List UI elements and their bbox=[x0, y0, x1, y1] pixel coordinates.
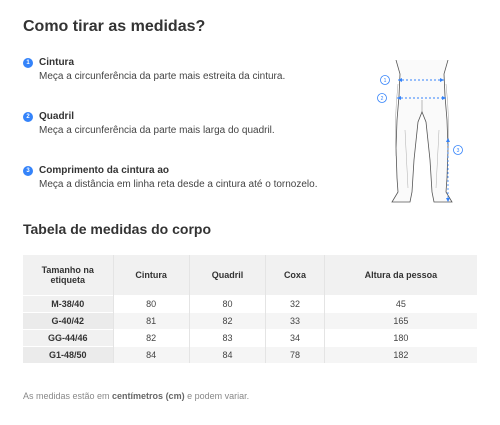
table-cell: 82 bbox=[113, 329, 189, 346]
table-cell: 83 bbox=[189, 329, 265, 346]
table-row bbox=[23, 329, 477, 346]
step-waist bbox=[23, 57, 363, 82]
step-title: Comprimento da cintura ao bbox=[39, 165, 170, 176]
table-cell: 81 bbox=[113, 312, 189, 329]
step-title: Cintura bbox=[39, 57, 74, 68]
table-cell: 33 bbox=[266, 312, 324, 329]
column-header: Coxa bbox=[266, 255, 324, 295]
table-cell: 32 bbox=[266, 295, 324, 312]
table-cell: 78 bbox=[266, 346, 324, 363]
step-description: Meça a distância em linha reta desde a cintura até o tornozelo. bbox=[39, 179, 318, 190]
step-number-badge: 3 bbox=[23, 166, 33, 176]
column-header: Quadril bbox=[189, 255, 265, 295]
table-cell: 182 bbox=[324, 346, 477, 363]
body-measurement-illustration bbox=[372, 60, 472, 210]
column-header: Tamanho na etiqueta bbox=[23, 255, 113, 295]
marker-2: 2 bbox=[380, 96, 384, 102]
step-hip bbox=[23, 111, 363, 136]
step-description: Meça a circunferência da parte mais estreita da cintura. bbox=[39, 71, 286, 82]
table-cell: 80 bbox=[189, 295, 265, 312]
size-table bbox=[23, 255, 477, 363]
footnote-text: e podem variar. bbox=[184, 391, 250, 401]
table-row bbox=[23, 346, 477, 363]
marker-1: 1 bbox=[383, 78, 387, 84]
column-header: Cintura bbox=[113, 255, 189, 295]
size-label-cell: G1-48/50 bbox=[23, 346, 113, 363]
table-row bbox=[23, 312, 477, 329]
table-cell: 165 bbox=[324, 312, 477, 329]
table-cell: 45 bbox=[324, 295, 477, 312]
step-title: Quadril bbox=[39, 111, 75, 122]
table-cell: 34 bbox=[266, 329, 324, 346]
marker-3: 3 bbox=[456, 148, 460, 154]
footnote-unit: centímetros (cm) bbox=[112, 391, 185, 401]
table-cell: 80 bbox=[113, 295, 189, 312]
table-cell: 180 bbox=[324, 329, 477, 346]
table-cell: 82 bbox=[189, 312, 265, 329]
step-number-badge: 2 bbox=[23, 112, 33, 122]
size-table-title: Tabela de medidas do corpo bbox=[23, 221, 212, 237]
step-number-badge: 1 bbox=[23, 58, 33, 68]
table-row bbox=[23, 295, 477, 312]
step-length bbox=[23, 165, 363, 190]
page-title: Como tirar as medidas? bbox=[23, 18, 206, 35]
table-cell: 84 bbox=[113, 346, 189, 363]
table-cell: 84 bbox=[189, 346, 265, 363]
step-description: Meça a circunferência da parte mais larga do quadril. bbox=[39, 125, 275, 136]
table-header-row bbox=[23, 255, 477, 295]
footnote bbox=[23, 391, 249, 401]
footnote-text: As medidas estão em bbox=[23, 391, 113, 401]
size-label-cell: G-40/42 bbox=[23, 312, 113, 329]
column-header: Altura da pessoa bbox=[324, 255, 477, 295]
size-label-cell: GG-44/46 bbox=[23, 329, 113, 346]
size-label-cell: M-38/40 bbox=[23, 295, 113, 312]
